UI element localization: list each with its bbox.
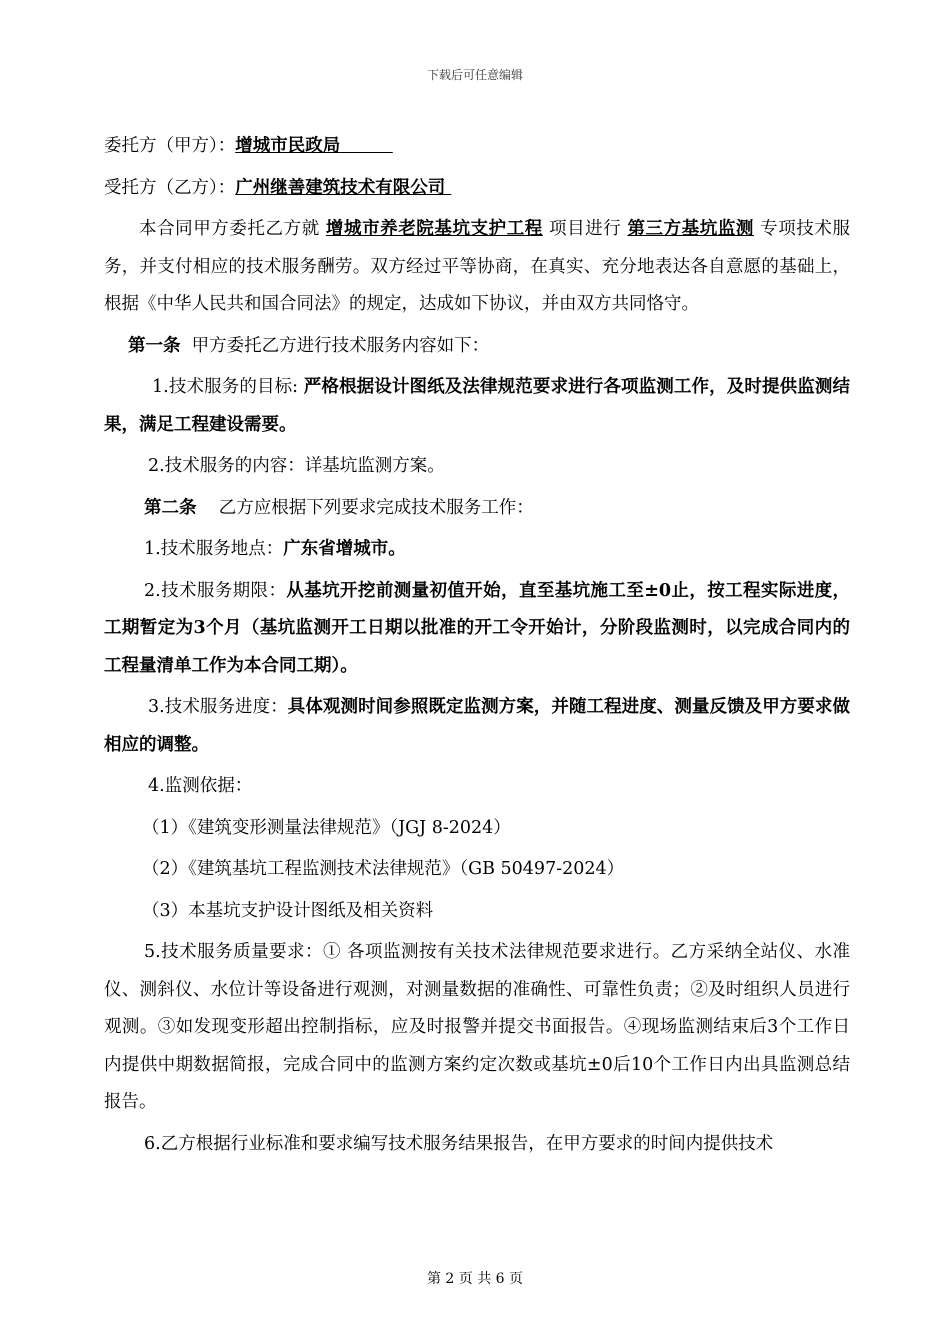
- intro-text-1: 本合同甲方委托乙方就: [139, 219, 320, 239]
- article2-heading: [104, 490, 850, 528]
- article2-item1: [104, 531, 850, 569]
- article1-title: 第一条: [128, 335, 181, 356]
- intro-text-2: 项目进行: [549, 219, 622, 239]
- page-footer: 第 2 页 共 6 页: [426, 1271, 524, 1287]
- project-name: 增城市养老院基坑支护工程: [325, 219, 543, 239]
- client-line: [104, 128, 850, 166]
- article2-item2-label: 2.技术服务期限：: [144, 580, 287, 601]
- contract-body: [104, 128, 850, 1167]
- article2-item3: [104, 689, 850, 764]
- contractor-name: 广州继善建筑技术有限公司: [235, 177, 446, 198]
- article1-item1-value: 严格根据设计图纸及法律规范要求进行各项监测工作，及时提供监测结果，满足工程建设需要。: [104, 377, 850, 435]
- article2-text: 乙方应根据下列要求完成技术服务工作：: [218, 497, 534, 518]
- article2-item2-value: 从基坑开挖前测量初值开始，直至基坑施工至±0止，按工程实际进度，工期暂定为3个月（基坑监测开工日期以批准的开工令开始计，分阶段监测时，以完成合同内的工程量清单工作为本合同工期）。: [104, 580, 851, 676]
- article2-item1-label: 1.技术服务地点：: [144, 539, 284, 559]
- article2-item6: 6.乙方根据行业标准和要求编写技术服务结果报告，在甲方要求的时间内提供技术: [144, 1133, 774, 1154]
- article1-heading: [104, 328, 850, 366]
- article2-item5: 5.技术服务质量要求：① 各项监测按有关技术法律规范要求进行。乙方采纳全站仪、水准仪、测斜仪、水位计等设备进行观测，对测量数据的准确性、可靠性负责；②及时组织人员进行观测。③如发现变形超出控制指标，应及时报警并提交书面报告。④现场监测结束后3个工作日内提供中期数据简报，完成合同中的监测方案约定次数或基坑±0后10个工作日内出具监测总结报告。: [104, 942, 850, 1112]
- article1-item1: [104, 369, 850, 444]
- article1-text: 甲方委托乙方进行技术服务内容如下：: [191, 335, 490, 356]
- article2-item1-value: 广东省增城市。: [283, 539, 406, 559]
- article1-item2: 2.技术服务的内容：详基坑监测方案。: [148, 456, 445, 476]
- article2-item3-label: 3.技术服务进度：: [148, 697, 288, 717]
- page-header: 下载后可任意编辑: [426, 68, 523, 82]
- contractor-label: 受托方（乙方）：: [104, 177, 236, 198]
- basis-2: （2）《建筑基坑工程监测技术法律规范》（GB 50497-2024）: [142, 859, 625, 879]
- client-name: 增城市民政局: [235, 136, 341, 156]
- article2-item3-value: 具体观测时间参照既定监测方案，并随工程进度、测量反馈及甲方要求做相应的调整。: [104, 697, 851, 755]
- article2-item2: [104, 573, 850, 686]
- basis-3: （3）本基坑支护设计图纸及相关资料: [142, 900, 434, 921]
- client-label: 委托方（甲方）：: [104, 136, 236, 156]
- article2-title: 第二条: [144, 497, 197, 518]
- basis-1: （1）《建筑变形测量法律规范》（JGJ 8-2024）: [142, 817, 511, 838]
- article2-item4: 4.监测依据：: [148, 776, 253, 796]
- contractor-line: [104, 170, 850, 208]
- article1-item1-label: 1.技术服务的目标:: [152, 377, 299, 397]
- intro-paragraph: [104, 211, 850, 324]
- intro-text-3: 专项技术服务，并支付相应的技术服务酬劳。双方经过平等协商，在真实、充分地表达各自意愿的基础上，根据《中华人民共和国合同法》的规定，达成如下协议，并由双方共同恪守。: [104, 219, 850, 314]
- service-name: 第三方基坑监测: [627, 219, 754, 239]
